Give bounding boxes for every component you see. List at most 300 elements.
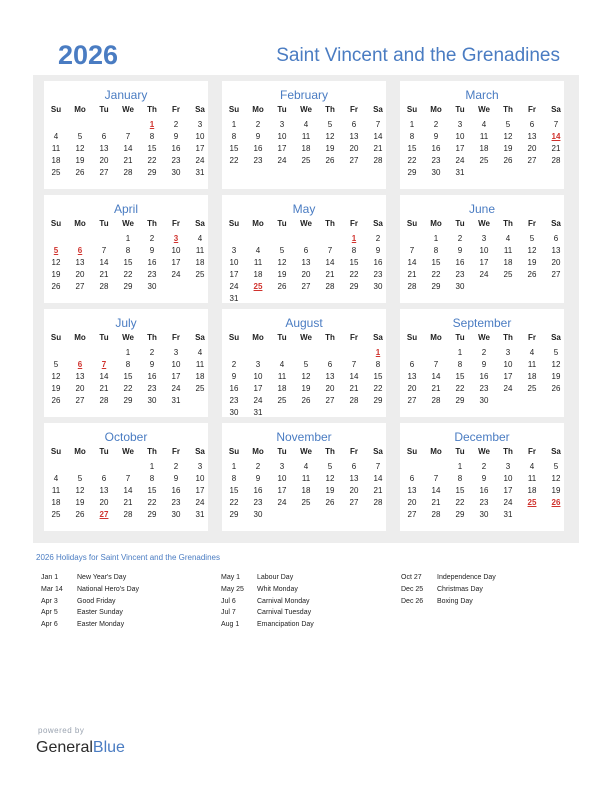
month-name: April <box>113 202 138 216</box>
day-cell: 5 <box>553 348 559 357</box>
day-cell: 3 <box>197 120 203 129</box>
month-july <box>44 309 208 417</box>
day-cell: 23 <box>171 498 181 507</box>
day-cell: 10 <box>455 132 465 141</box>
day-cell: 26 <box>301 396 311 405</box>
day-cell: 11 <box>51 486 61 495</box>
day-cell: 6 <box>327 360 333 369</box>
holiday-date: Apr 5 <box>41 609 58 617</box>
weekday-header: Tu <box>277 447 287 456</box>
day-cell: 8 <box>457 360 463 369</box>
weekday-header: Fr <box>350 219 358 228</box>
month-september <box>400 309 564 417</box>
day-cell: 2 <box>433 120 439 129</box>
day-cell: 16 <box>171 486 181 495</box>
day-cell: 12 <box>51 258 61 267</box>
holiday-row <box>41 585 221 597</box>
holiday-row <box>401 573 581 585</box>
month-name: August <box>285 316 323 330</box>
day-cell: 1 <box>149 462 155 471</box>
holiday-row <box>41 597 221 609</box>
day-cell: 19 <box>75 498 85 507</box>
weekday-header: Tu <box>99 447 109 456</box>
day-cell: 1 <box>231 120 237 129</box>
day-cell: 9 <box>481 360 487 369</box>
day-cell: 19 <box>75 156 85 165</box>
weekday-header: Sa <box>195 105 205 114</box>
weekday-header: Th <box>503 219 513 228</box>
day-cell: 27 <box>527 156 537 165</box>
day-cell: 10 <box>479 246 489 255</box>
day-cell: 26 <box>51 396 61 405</box>
holiday-date: Jul 6 <box>221 597 236 605</box>
weekday-header: Sa <box>195 447 205 456</box>
day-cell: 14 <box>349 372 359 381</box>
day-cell: 2 <box>149 348 155 357</box>
weekday-header: Tu <box>99 333 109 342</box>
day-cell: 23 <box>147 384 157 393</box>
day-cell: 12 <box>325 474 335 483</box>
holiday-name: Carnival Tuesday <box>257 609 312 617</box>
day-cell: 21 <box>373 144 383 153</box>
day-cell: 9 <box>255 132 261 141</box>
day-cell: 3 <box>279 120 285 129</box>
holiday-name: Independence Day <box>437 574 496 581</box>
day-cell: 13 <box>75 372 85 381</box>
day-cell: 25 <box>277 396 287 405</box>
holiday-name: Whit Monday <box>257 585 298 593</box>
day-cell: 17 <box>503 486 513 495</box>
day-cell: 24 <box>229 282 239 291</box>
weekday-header: Su <box>50 105 62 114</box>
day-cell: 25 <box>51 168 61 177</box>
day-cell: 13 <box>349 132 359 141</box>
holiday-name: Good Friday <box>77 597 116 605</box>
day-cell: 8 <box>409 132 415 141</box>
day-cell: 7 <box>409 246 415 255</box>
weekday-header: Th <box>147 333 157 342</box>
holiday-row <box>401 597 581 609</box>
day-cell: 23 <box>479 384 489 393</box>
day-cell: 17 <box>277 144 287 153</box>
day-cell: 4 <box>529 462 535 471</box>
day-cell: 21 <box>123 498 133 507</box>
month-june <box>400 195 564 303</box>
holiday-row <box>41 573 221 585</box>
day-cell: 16 <box>479 486 489 495</box>
day-cell: 14 <box>407 258 417 267</box>
day-cell: 18 <box>195 258 205 267</box>
day-cell: 8 <box>231 132 237 141</box>
day-cell: 22 <box>229 498 239 507</box>
day-cell: 1 <box>231 462 237 471</box>
day-cell: 17 <box>253 384 263 393</box>
weekday-header: We <box>122 219 134 228</box>
day-cell: 10 <box>277 474 287 483</box>
weekday-header: Th <box>147 447 157 456</box>
day-cell: 5 <box>77 132 83 141</box>
day-cell: 6 <box>553 234 559 243</box>
day-cell: 2 <box>173 120 179 129</box>
day-cell: 29 <box>123 396 133 405</box>
weekday-header: Sa <box>195 219 205 228</box>
day-cell: 11 <box>253 258 263 267</box>
day-cell: 19 <box>551 372 561 381</box>
day-cell: 4 <box>53 474 59 483</box>
day-cell: 1 <box>409 120 415 129</box>
day-cell: 16 <box>229 384 239 393</box>
day-cell: 16 <box>479 372 489 381</box>
day-cell: 15 <box>373 372 383 381</box>
day-cell: 24 <box>503 384 513 393</box>
weekday-header: We <box>478 333 490 342</box>
day-cell: 3 <box>173 348 179 357</box>
day-cell: 2 <box>173 462 179 471</box>
day-cell: 18 <box>51 498 61 507</box>
weekday-header: Sa <box>551 447 561 456</box>
day-cell: 24 <box>479 270 489 279</box>
day-cell: 30 <box>455 282 465 291</box>
day-cell: 19 <box>277 270 287 279</box>
day-cell: 10 <box>503 474 513 483</box>
day-cell: 13 <box>325 372 335 381</box>
day-cell: 27 <box>75 282 85 291</box>
day-cell: 22 <box>455 498 465 507</box>
holiday-day: 1 <box>149 120 155 129</box>
month-january <box>44 81 208 189</box>
day-cell: 26 <box>325 498 335 507</box>
day-cell: 12 <box>75 144 85 153</box>
day-cell: 8 <box>375 360 381 369</box>
weekday-header: Su <box>228 333 240 342</box>
holiday-row <box>221 573 401 585</box>
day-cell: 15 <box>123 372 133 381</box>
day-cell: 26 <box>551 384 561 393</box>
day-cell: 3 <box>279 462 285 471</box>
weekday-header: Sa <box>551 105 561 114</box>
holiday-day: 1 <box>351 234 357 243</box>
day-cell: 2 <box>255 462 261 471</box>
weekday-header: We <box>300 447 312 456</box>
day-cell: 5 <box>279 246 285 255</box>
holiday-name: Emancipation Day <box>257 621 314 629</box>
day-cell: 29 <box>147 510 157 519</box>
day-cell: 10 <box>253 372 263 381</box>
day-cell: 21 <box>431 498 441 507</box>
day-cell: 16 <box>253 144 263 153</box>
day-cell: 11 <box>195 360 205 369</box>
day-cell: 3 <box>255 360 261 369</box>
weekday-header: We <box>122 333 134 342</box>
day-cell: 21 <box>123 156 133 165</box>
day-cell: 30 <box>229 408 239 417</box>
holiday-date: May 1 <box>221 574 241 581</box>
day-cell: 9 <box>173 474 179 483</box>
weekday-header: We <box>478 219 490 228</box>
day-cell: 19 <box>527 258 537 267</box>
day-cell: 14 <box>325 258 335 267</box>
day-cell: 21 <box>325 270 335 279</box>
day-cell: 16 <box>147 258 157 267</box>
day-cell: 31 <box>171 396 181 405</box>
brand-blue: Blue <box>92 739 125 756</box>
day-cell: 7 <box>375 462 381 471</box>
day-cell: 17 <box>229 270 239 279</box>
weekday-header: Tu <box>455 219 465 228</box>
day-cell: 6 <box>409 360 415 369</box>
day-cell: 20 <box>99 156 109 165</box>
holiday-name: Easter Monday <box>77 621 125 629</box>
day-cell: 5 <box>505 120 511 129</box>
day-cell: 24 <box>195 498 205 507</box>
day-cell: 10 <box>229 258 239 267</box>
day-cell: 28 <box>431 396 441 405</box>
day-cell: 28 <box>99 396 109 405</box>
weekday-header: Su <box>50 219 62 228</box>
day-cell: 16 <box>373 258 383 267</box>
day-cell: 2 <box>457 234 463 243</box>
day-cell: 15 <box>349 258 359 267</box>
holiday-day: 27 <box>99 510 109 519</box>
day-cell: 7 <box>101 246 107 255</box>
day-cell: 16 <box>431 144 441 153</box>
day-cell: 4 <box>279 360 285 369</box>
day-cell: 29 <box>455 510 465 519</box>
day-cell: 22 <box>455 384 465 393</box>
day-cell: 18 <box>479 144 489 153</box>
day-cell: 21 <box>407 270 417 279</box>
day-cell: 30 <box>147 282 157 291</box>
month-december <box>400 423 564 531</box>
day-cell: 30 <box>253 510 263 519</box>
weekday-header: Fr <box>528 333 536 342</box>
day-cell: 17 <box>277 486 287 495</box>
brand-general: General <box>36 739 93 756</box>
day-cell: 26 <box>75 510 85 519</box>
day-cell: 12 <box>301 372 311 381</box>
day-cell: 24 <box>171 270 181 279</box>
day-cell: 28 <box>373 156 383 165</box>
weekday-header: Su <box>228 219 240 228</box>
day-cell: 12 <box>527 246 537 255</box>
day-cell: 20 <box>527 144 537 153</box>
holiday-day: 14 <box>551 132 561 141</box>
day-cell: 5 <box>53 360 59 369</box>
day-cell: 22 <box>349 270 359 279</box>
weekday-header: Mo <box>430 333 442 342</box>
day-cell: 31 <box>195 510 205 519</box>
day-cell: 23 <box>431 156 441 165</box>
day-cell: 29 <box>349 282 359 291</box>
day-cell: 4 <box>303 120 309 129</box>
holiday-date: Apr 3 <box>41 597 58 605</box>
day-cell: 14 <box>123 144 133 153</box>
weekday-header: Tu <box>99 105 109 114</box>
weekday-header: Th <box>503 447 513 456</box>
day-cell: 15 <box>147 486 157 495</box>
day-cell: 8 <box>125 246 131 255</box>
day-cell: 28 <box>431 510 441 519</box>
day-cell: 11 <box>51 144 61 153</box>
day-cell: 1 <box>433 234 439 243</box>
weekday-header: Mo <box>430 105 442 114</box>
day-cell: 16 <box>147 372 157 381</box>
weekday-header: Fr <box>350 447 358 456</box>
day-cell: 16 <box>455 258 465 267</box>
day-cell: 27 <box>325 396 335 405</box>
holiday-day: 6 <box>77 360 83 369</box>
month-name: October <box>104 430 148 444</box>
day-cell: 4 <box>197 234 203 243</box>
day-cell: 24 <box>253 396 263 405</box>
day-cell: 1 <box>125 234 131 243</box>
weekday-header: Fr <box>350 333 358 342</box>
holiday-row <box>41 608 221 620</box>
day-cell: 27 <box>75 396 85 405</box>
day-cell: 22 <box>123 270 133 279</box>
day-cell: 22 <box>123 384 133 393</box>
day-cell: 12 <box>51 372 61 381</box>
day-cell: 14 <box>123 486 133 495</box>
day-cell: 27 <box>407 510 417 519</box>
day-cell: 12 <box>551 474 561 483</box>
day-cell: 20 <box>407 498 417 507</box>
day-cell: 4 <box>53 132 59 141</box>
month-august <box>222 309 386 417</box>
month-name: June <box>468 202 496 216</box>
weekday-header: We <box>122 105 134 114</box>
day-cell: 28 <box>349 396 359 405</box>
holiday-date: Apr 6 <box>41 621 58 629</box>
day-cell: 4 <box>303 462 309 471</box>
weekday-header: Mo <box>74 447 86 456</box>
day-cell: 20 <box>301 270 311 279</box>
day-cell: 24 <box>503 498 513 507</box>
day-cell: 22 <box>373 384 383 393</box>
holiday-day: 6 <box>77 246 83 255</box>
day-cell: 18 <box>301 486 311 495</box>
weekday-header: Tu <box>99 219 109 228</box>
day-cell: 6 <box>101 474 107 483</box>
day-cell: 20 <box>551 258 561 267</box>
day-cell: 12 <box>277 258 287 267</box>
day-cell: 24 <box>195 156 205 165</box>
day-cell: 6 <box>351 120 357 129</box>
day-cell: 29 <box>147 168 157 177</box>
holiday-date: Jul 7 <box>221 609 236 617</box>
day-cell: 18 <box>253 270 263 279</box>
day-cell: 23 <box>253 498 263 507</box>
day-cell: 9 <box>481 474 487 483</box>
day-cell: 9 <box>375 246 381 255</box>
day-cell: 20 <box>349 144 359 153</box>
day-cell: 13 <box>527 132 537 141</box>
day-cell: 15 <box>407 144 417 153</box>
day-cell: 8 <box>433 246 439 255</box>
weekday-header: Su <box>50 333 62 342</box>
weekday-header: Mo <box>252 447 264 456</box>
month-november <box>222 423 386 531</box>
day-cell: 20 <box>75 270 85 279</box>
day-cell: 21 <box>431 384 441 393</box>
day-cell: 28 <box>325 282 335 291</box>
day-cell: 12 <box>551 360 561 369</box>
weekday-header: Fr <box>528 447 536 456</box>
day-cell: 12 <box>325 132 335 141</box>
weekday-header: Su <box>50 447 62 456</box>
day-cell: 9 <box>149 360 155 369</box>
weekday-header: We <box>300 105 312 114</box>
day-cell: 24 <box>277 498 287 507</box>
day-cell: 18 <box>527 486 537 495</box>
day-cell: 11 <box>479 132 489 141</box>
weekday-header: Mo <box>252 105 264 114</box>
day-cell: 3 <box>231 246 237 255</box>
weekday-header: Mo <box>252 333 264 342</box>
day-cell: 8 <box>457 474 463 483</box>
day-cell: 3 <box>505 462 511 471</box>
holiday-name: Easter Sunday <box>77 609 123 617</box>
day-cell: 8 <box>351 246 357 255</box>
day-cell: 30 <box>479 396 489 405</box>
day-cell: 15 <box>455 372 465 381</box>
holiday-row <box>221 585 401 597</box>
day-cell: 10 <box>503 360 513 369</box>
day-cell: 13 <box>551 246 561 255</box>
day-cell: 21 <box>99 270 109 279</box>
weekday-header: Fr <box>172 447 180 456</box>
day-cell: 28 <box>99 282 109 291</box>
day-cell: 22 <box>407 156 417 165</box>
day-cell: 11 <box>527 360 537 369</box>
weekday-header: We <box>300 333 312 342</box>
day-cell: 9 <box>231 372 237 381</box>
day-cell: 26 <box>503 156 513 165</box>
generalblue-logo <box>36 738 125 758</box>
day-cell: 28 <box>123 168 133 177</box>
day-cell: 12 <box>75 486 85 495</box>
holiday-date: Aug 1 <box>221 621 240 629</box>
day-cell: 13 <box>99 144 109 153</box>
day-cell: 29 <box>373 396 383 405</box>
day-cell: 29 <box>431 282 441 291</box>
holiday-date: Oct 27 <box>401 574 422 581</box>
weekday-header: Mo <box>74 105 86 114</box>
day-cell: 28 <box>407 282 417 291</box>
holiday-day: 26 <box>551 498 561 507</box>
day-cell: 7 <box>433 474 439 483</box>
weekday-header: Fr <box>172 219 180 228</box>
holiday-column <box>41 573 221 632</box>
day-cell: 5 <box>77 474 83 483</box>
day-cell: 26 <box>51 282 61 291</box>
weekday-header: Mo <box>430 219 442 228</box>
day-cell: 1 <box>457 348 463 357</box>
day-cell: 27 <box>99 168 109 177</box>
day-cell: 23 <box>479 498 489 507</box>
day-cell: 8 <box>231 474 237 483</box>
weekday-header: Sa <box>373 333 383 342</box>
day-cell: 22 <box>229 156 239 165</box>
day-cell: 3 <box>505 348 511 357</box>
day-cell: 6 <box>529 120 535 129</box>
day-cell: 13 <box>407 486 417 495</box>
day-cell: 20 <box>349 486 359 495</box>
day-cell: 24 <box>455 156 465 165</box>
day-cell: 19 <box>503 144 513 153</box>
day-cell: 31 <box>503 510 513 519</box>
weekday-header: Tu <box>455 105 465 114</box>
